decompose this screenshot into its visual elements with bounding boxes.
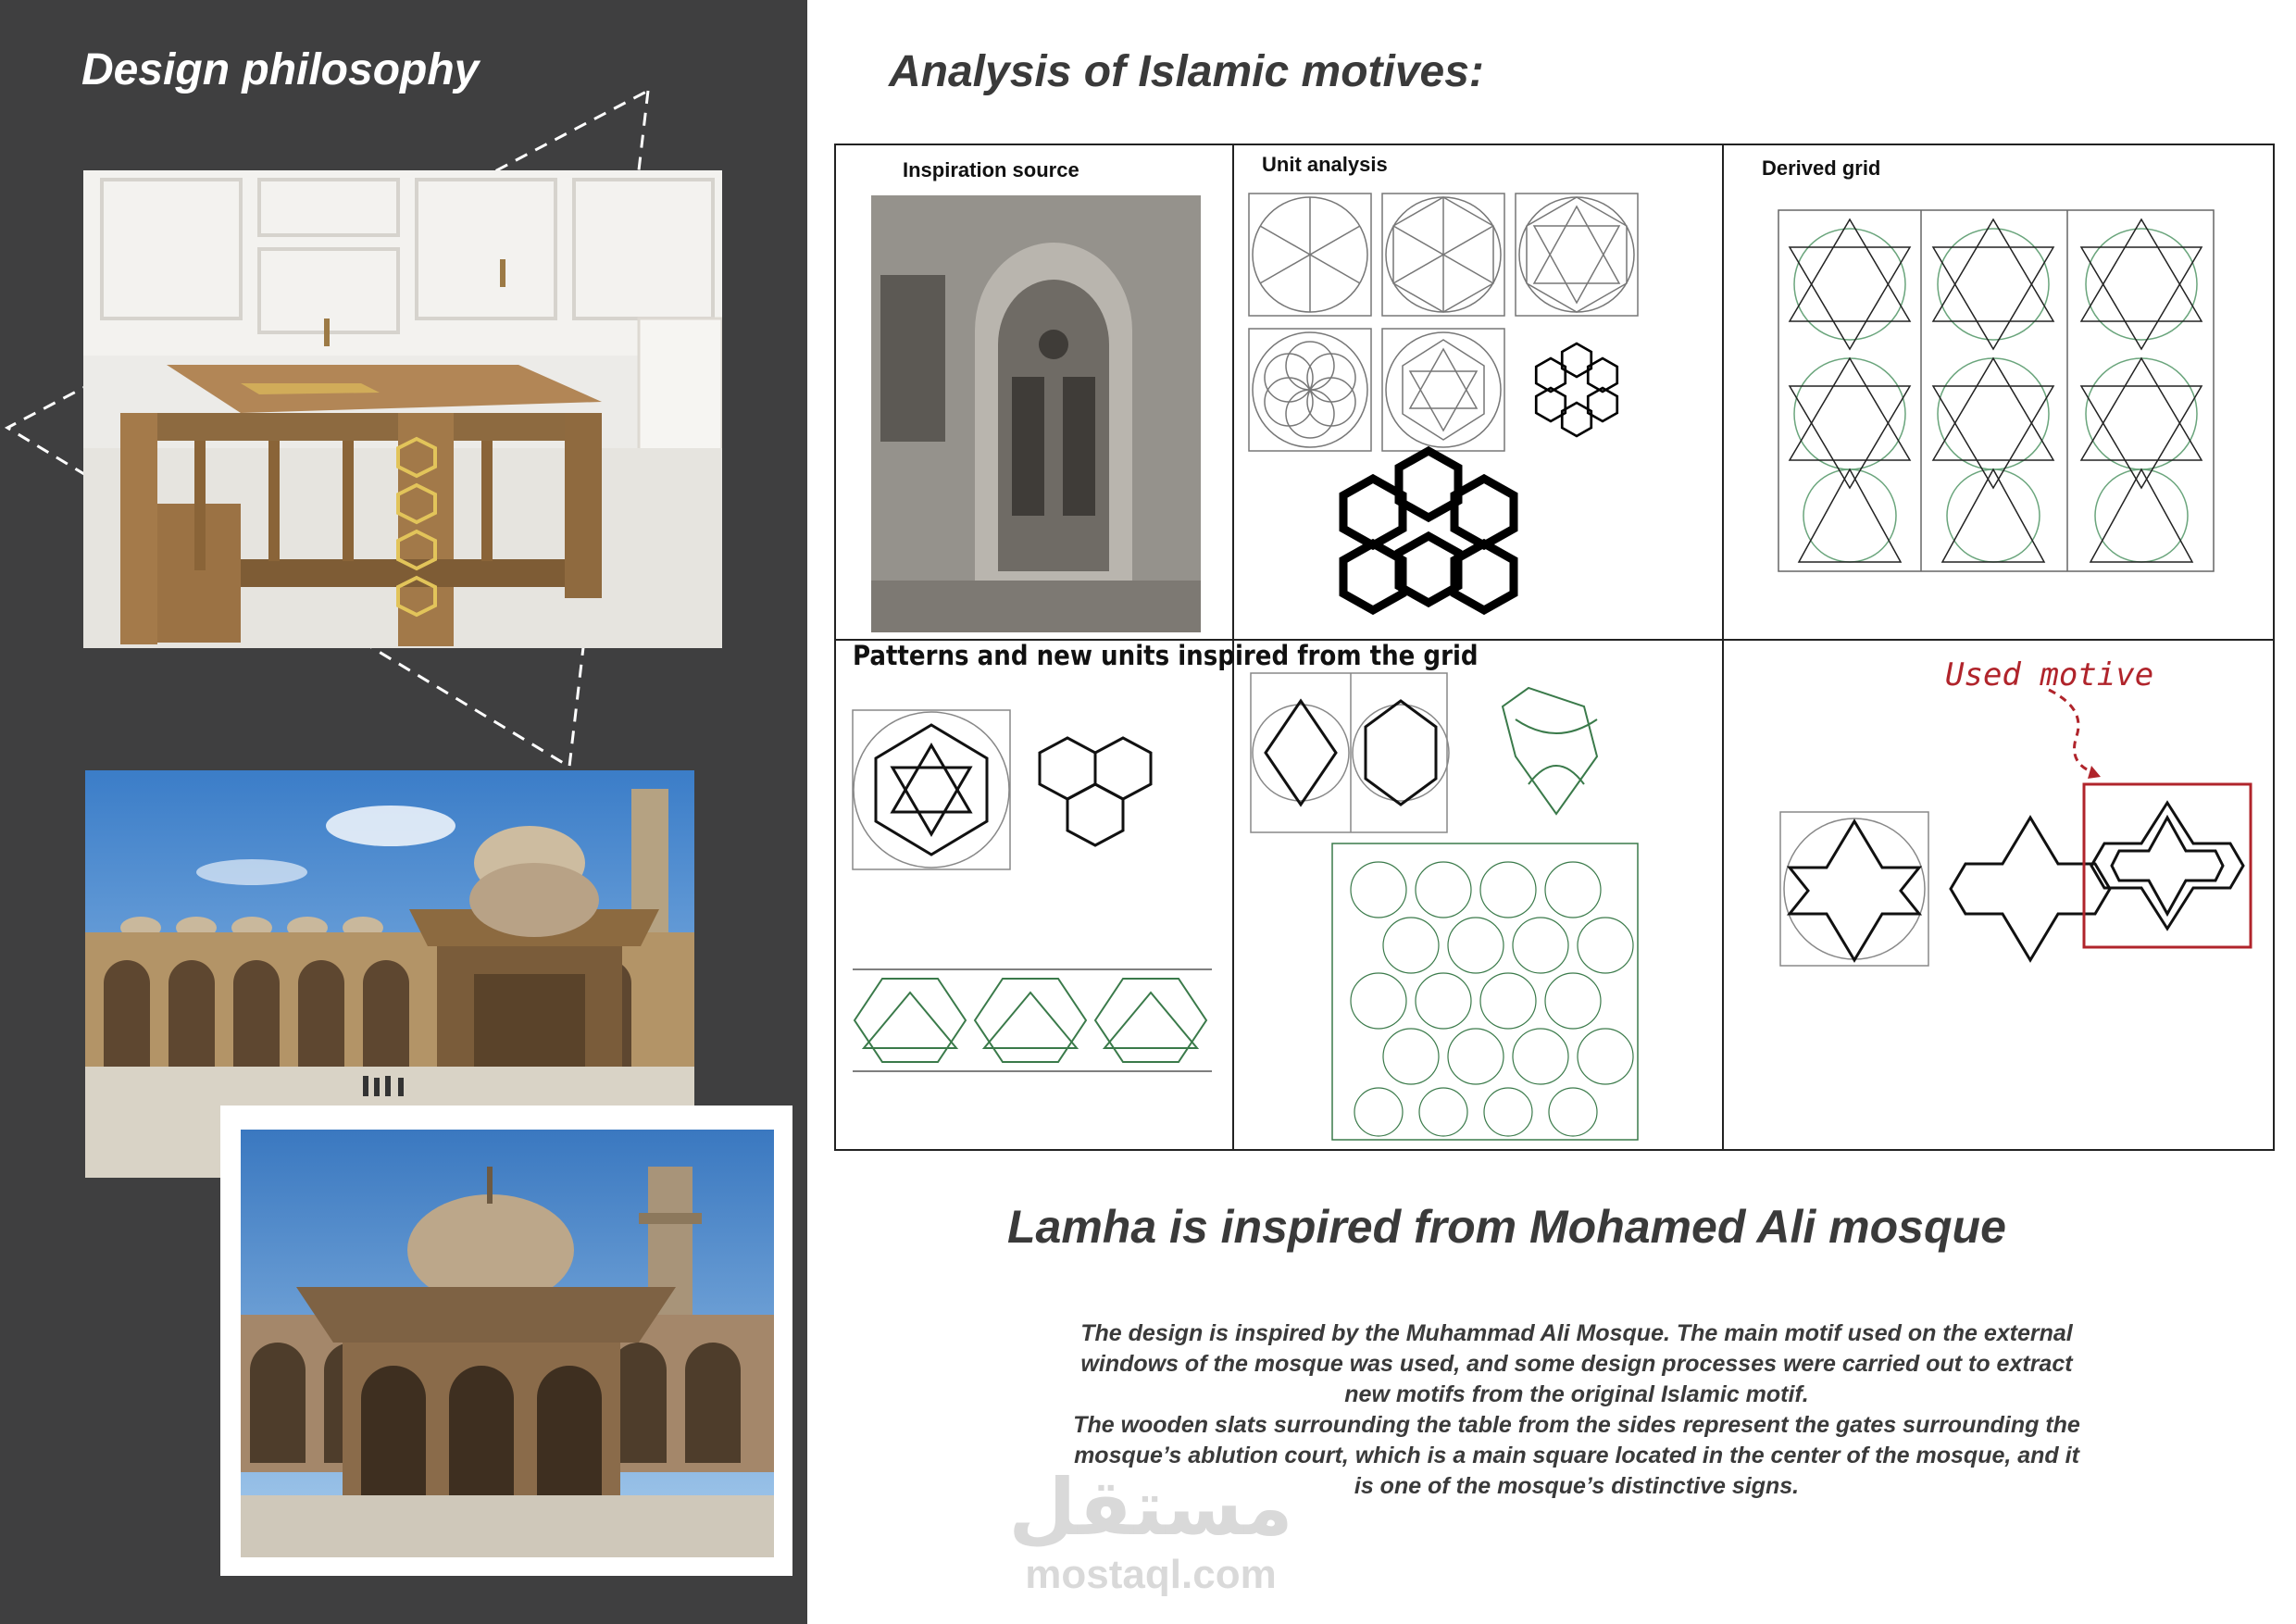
used-motive-box [2084, 784, 2251, 947]
unit-motif-large [1343, 451, 1514, 610]
unit-analysis-label: Unit analysis [1262, 153, 1388, 176]
used-motive-drawing [2091, 803, 2243, 929]
derived-grid-label: Derived grid [1762, 156, 1881, 180]
fountain-photo-frame [220, 1106, 792, 1576]
patterns-label: Patterns and new units inspired from the grid [853, 640, 1479, 671]
description-line: mosque’s ablution court, which is a main square located in the center of the mosque, and it [1074, 1443, 2079, 1468]
inspiration-photo [871, 195, 1201, 632]
pattern-drawings-left [853, 710, 1212, 1071]
fountain-photo [241, 1130, 774, 1557]
unit-analysis-drawings [1249, 194, 1638, 451]
left-panel [0, 0, 807, 1624]
watermark [1007, 1463, 1294, 1602]
analysis-title: Analysis of Islamic motives: [889, 47, 1484, 96]
derived-grid-drawing [1778, 210, 2214, 571]
description-line: windows of the mosque was used, and some design processes were carried out to extract [1080, 1351, 2073, 1377]
used-motive-arrow [2049, 690, 2095, 773]
table-photo [83, 170, 722, 648]
watermark-arabic: مستقل [1008, 1462, 1293, 1553]
pattern-drawings-right [1780, 690, 2251, 966]
description-line: The wooden slats surrounding the table from the sides represent the gates surrounding the [1073, 1412, 2080, 1438]
watermark-latin: mostaql.com [1025, 1552, 1277, 1597]
headline: Lamha is inspired from Mohamed Ali mosque [1007, 1201, 2006, 1253]
pattern-drawings-middle [1251, 673, 1638, 1140]
inspiration-source-label: Inspiration source [903, 158, 1079, 181]
description-line: is one of the mosque’s distinctive signs. [1354, 1473, 1800, 1499]
motif-analysis-board [834, 144, 2275, 1151]
left-panel-title: Design philosophy [81, 45, 480, 94]
description-line: new motifs from the original Islamic motif. [1344, 1381, 1809, 1407]
unit-motif-small [1536, 344, 1617, 436]
used-motive-label: Used motive [1945, 656, 2154, 693]
description-line: The design is inspired by the Muhammad Ali Mosque. The main motif used on the external [1080, 1320, 2073, 1346]
